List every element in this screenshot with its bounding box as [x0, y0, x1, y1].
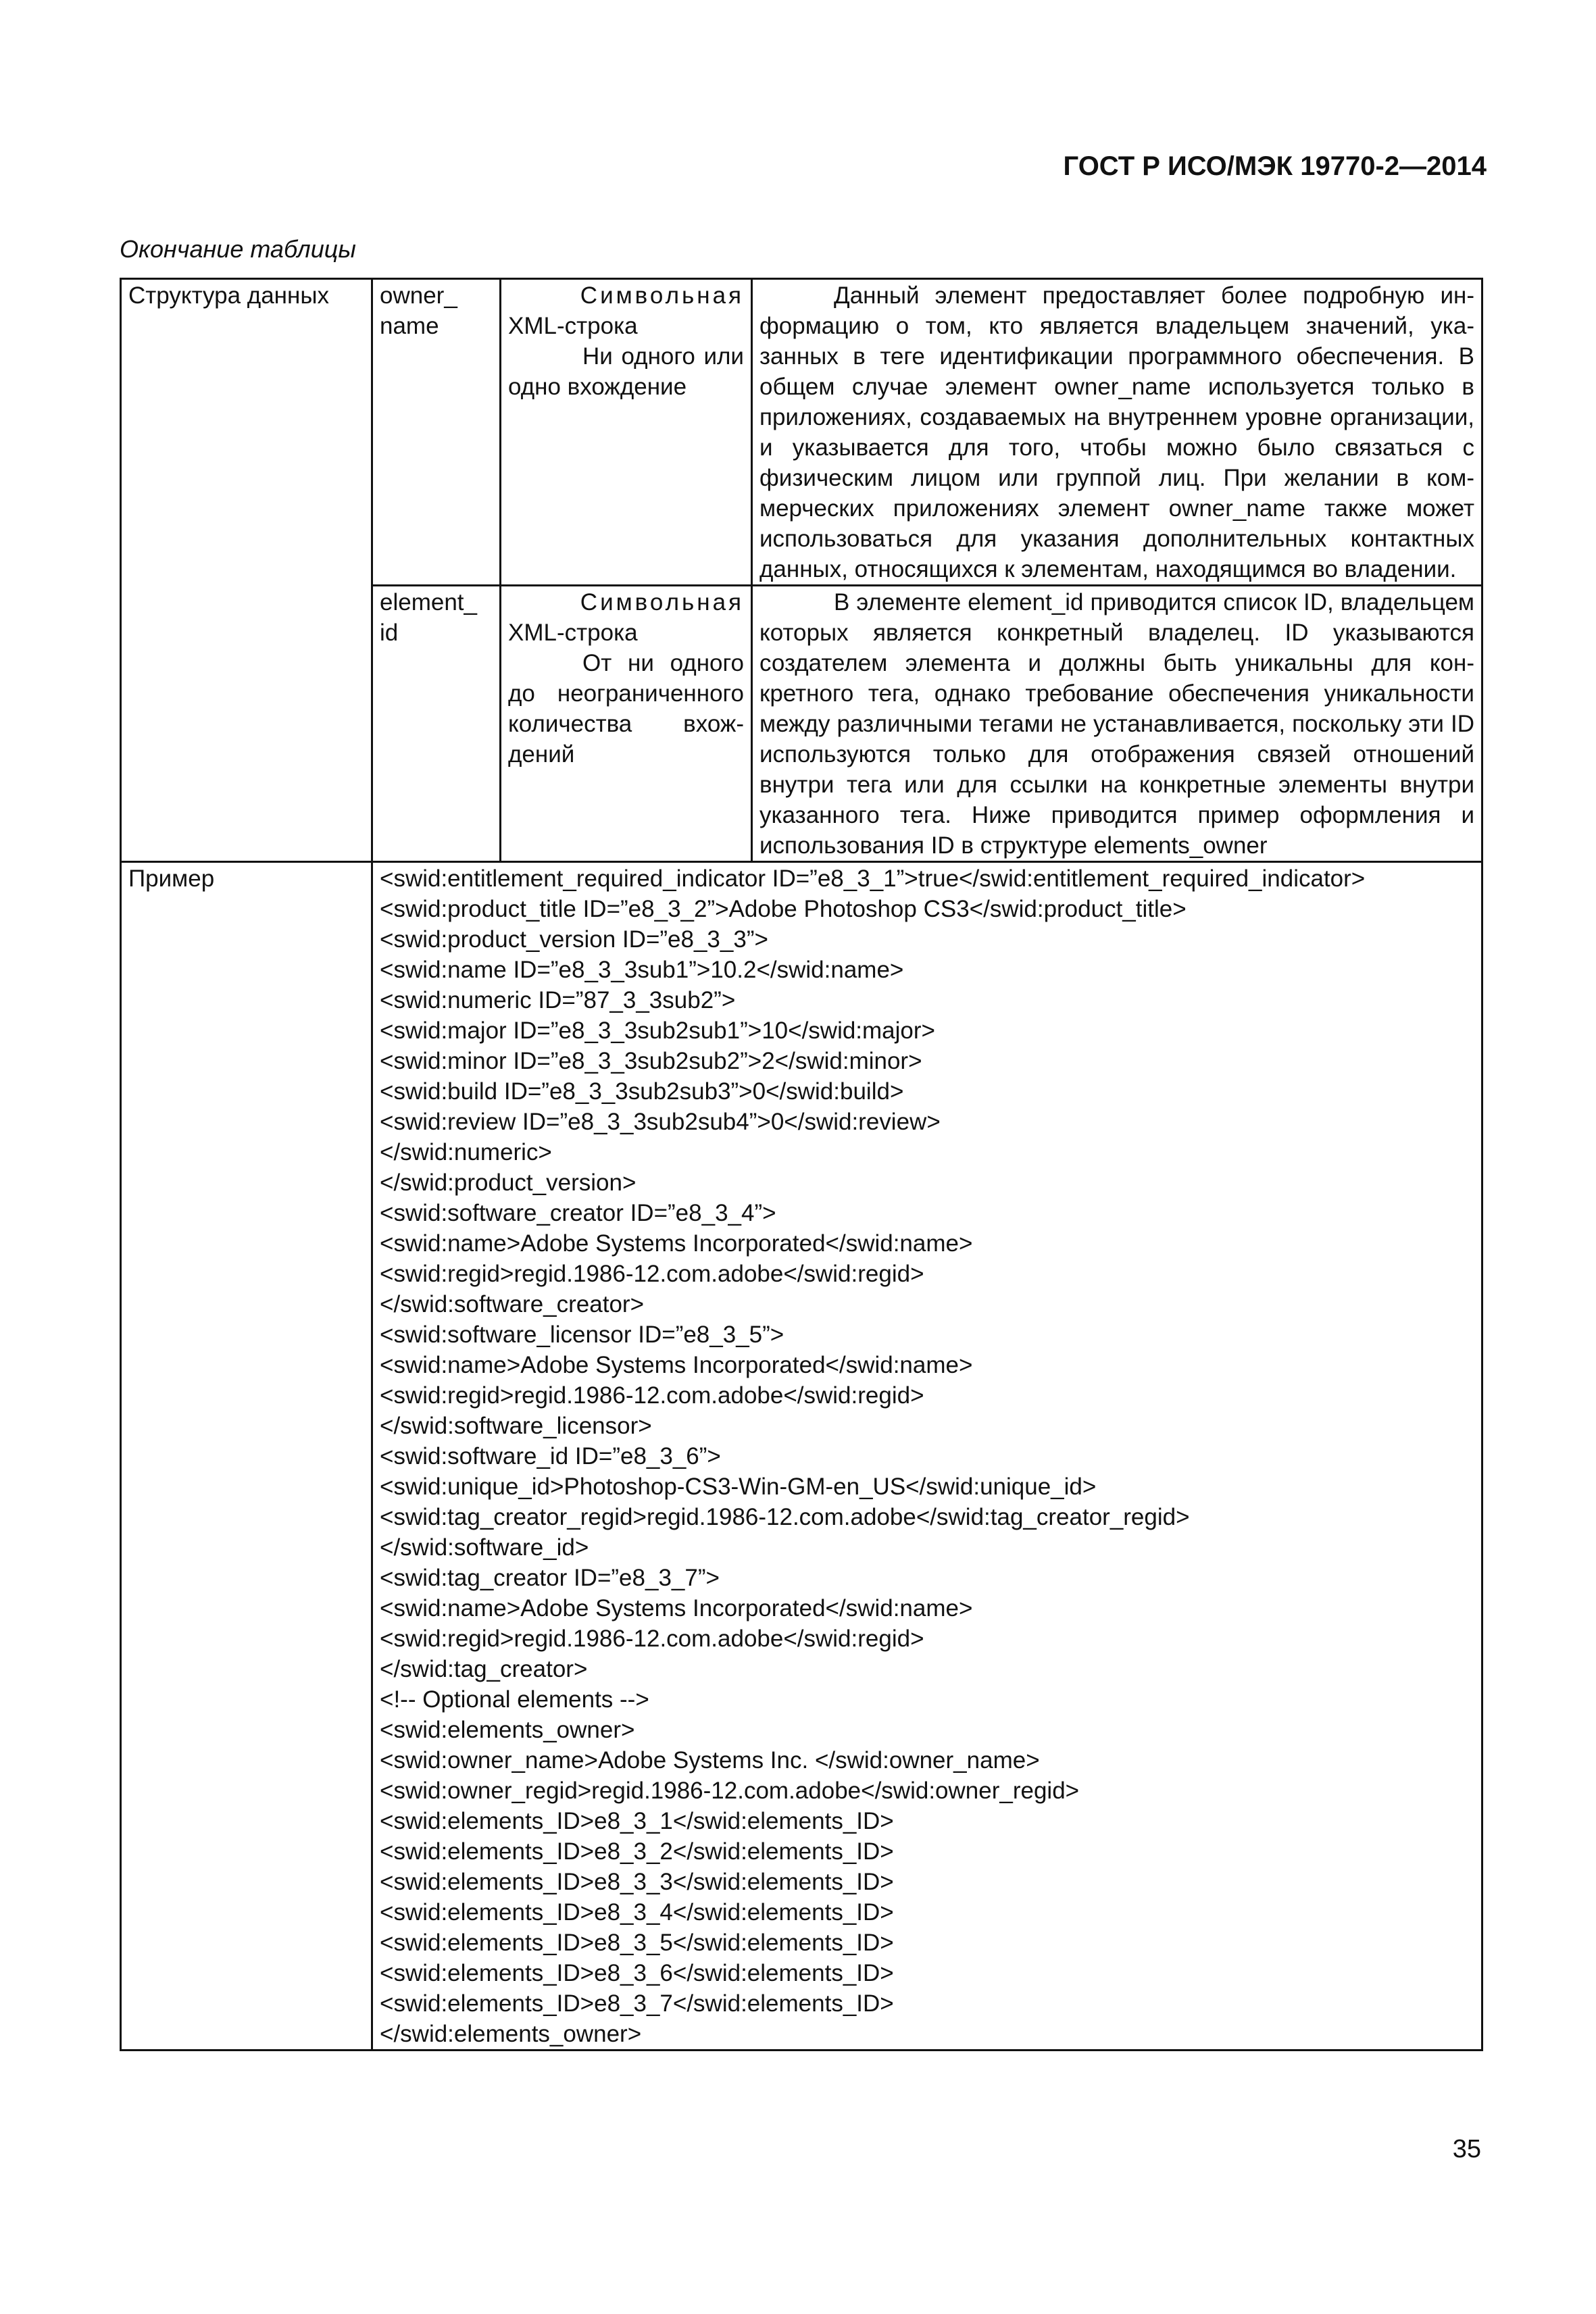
element-name-cell — [372, 279, 501, 586]
code-line: <swid:tag_creator_regid>regid.1986-12.com.adobe</swid:tag_creator_regid> — [380, 1504, 1190, 1530]
section-label-cell — [121, 279, 372, 862]
code-line: <swid:name ID=”e8_3_3sub1”>10.2</swid:name> — [380, 957, 904, 983]
element-name: owner_ name — [380, 282, 457, 339]
table-caption: Окончание таблицы — [120, 235, 356, 263]
data-structure-table — [120, 278, 1483, 2051]
element-name-cell — [372, 586, 501, 862]
cardinality: От ни одного до неограниченного количества вхождений — [508, 650, 744, 768]
code-line: <swid:software_licensor ID=”e8_3_5”> — [380, 1322, 784, 1348]
type-label: Символьная — [580, 282, 744, 309]
code-line: <swid:review ID=”e8_3_3sub2sub4”>0</swid:review> — [380, 1109, 941, 1135]
code-line: <swid:minor ID=”e8_3_3sub2sub2”>2</swid:minor> — [380, 1048, 922, 1074]
example-label: Пример — [128, 865, 215, 892]
example-code-block — [372, 862, 1482, 2051]
type-label: Символьная — [580, 589, 744, 615]
code-line: <swid:elements_ID>e8_3_4</swid:elements_ID> — [380, 1899, 894, 1926]
code-line: </swid:elements_owner> — [380, 2021, 642, 2047]
description-cell — [752, 279, 1482, 586]
type-format: XML-строка — [508, 620, 638, 646]
description-cell — [752, 586, 1482, 862]
code-line: </swid:numeric> — [380, 1139, 552, 1165]
code-line: </swid:software_id> — [380, 1534, 589, 1561]
code-line: <swid:elements_owner> — [380, 1717, 635, 1743]
page-number: 35 — [1452, 2135, 1481, 2163]
code-line: <swid:elements_ID>e8_3_3</swid:elements_ID> — [380, 1869, 894, 1895]
code-line: <swid:entitlement_required_indicator ID=”e8_3_1”>true</swid:entitlement_required_indicator> — [380, 865, 1366, 892]
code-line: <swid:regid>regid.1986-12.com.adobe</swid:regid> — [380, 1382, 924, 1409]
code-line: <swid:elements_ID>e8_3_2</swid:elements_ID> — [380, 1838, 894, 1865]
section-label: Структура данных — [128, 282, 329, 309]
code-line: <swid:product_title ID=”e8_3_2”>Adobe Photoshop CS3</swid:product_title> — [380, 896, 1187, 922]
description: Данный элемент предоставляет более подробную информацию о том, кто является владельцем значений, указанных в теге идентификации программного обеспечения. В общем случае элемент owner_name используется только в приложениях, создаваемых на внутреннем уровне организации, и указывается для того, чтобы можно было связаться с физическим лицом или группой лиц. При желании в коммерческих приложениях элемент owner_name также может использоваться для указания дополнительных контактных данных, относящихся к элементам, находящимся во владении. — [759, 282, 1474, 582]
code-line: <swid:numeric ID=”87_3_3sub2”> — [380, 987, 736, 1013]
cardinality: Ни одного или одно вхождение — [508, 343, 744, 400]
table-row — [121, 279, 1482, 586]
code-line: <swid:owner_regid>regid.1986-12.com.adobe</swid:owner_regid> — [380, 1778, 1080, 1804]
code-line: </swid:tag_creator> — [380, 1656, 588, 1682]
element-name: element_ id — [380, 589, 477, 646]
code-line: <swid:name>Adobe Systems Incorporated</swid:name> — [380, 1230, 973, 1257]
code-line: </swid:software_creator> — [380, 1291, 645, 1317]
code-line: <swid:major ID=”e8_3_3sub2sub1”>10</swid:major> — [380, 1017, 935, 1044]
code-line: <swid:product_version ID=”e8_3_3”> — [380, 926, 768, 953]
code-line: <swid:regid>regid.1986-12.com.adobe</swid:regid> — [380, 1261, 924, 1287]
document-header: ГОСТ Р ИСО/МЭК 19770-2—2014 — [1063, 151, 1487, 181]
code-line: <swid:build ID=”e8_3_3sub2sub3”>0</swid:build> — [380, 1078, 904, 1105]
example-label-cell — [121, 862, 372, 2051]
type-cell — [501, 279, 752, 586]
code-line: <swid:regid>regid.1986-12.com.adobe</swid:regid> — [380, 1626, 924, 1652]
code-line: <swid:unique_id>Photoshop-CS3-Win-GM-en_US</swid:unique_id> — [380, 1474, 1097, 1500]
code-line: <swid:elements_ID>e8_3_6</swid:elements_ID> — [380, 1960, 894, 1986]
type-format: XML-строка — [508, 313, 638, 339]
code-line: </swid:software_licensor> — [380, 1413, 652, 1439]
code-line: <swid:software_id ID=”e8_3_6”> — [380, 1443, 721, 1469]
code-line: <swid:name>Adobe Systems Incorporated</swid:name> — [380, 1595, 973, 1621]
code-line: <swid:owner_name>Adobe Systems Inc. </swid:owner_name> — [380, 1747, 1040, 1774]
type-cell — [501, 586, 752, 862]
example-row — [121, 862, 1482, 2051]
code-line: <swid:software_creator ID=”e8_3_4”> — [380, 1200, 776, 1226]
code-line: <swid:tag_creator ID=”e8_3_7”> — [380, 1565, 720, 1591]
code-line: <swid:elements_ID>e8_3_7</swid:elements_ID> — [380, 1990, 894, 2017]
code-line: <!-- Optional elements --> — [380, 1686, 649, 1713]
code-line: <swid:elements_ID>e8_3_5</swid:elements_ID> — [380, 1930, 894, 1956]
code-line: </swid:product_version> — [380, 1169, 637, 1196]
description: В элементе element_id приводится список ID, владельцем которых является конкретный владелец. ID указываются создателем элемента и должны быть уникальны для конкретного тега, однако требование обеспечения уникальности между различными тегами не устанавливается, поскольку эти ID используются только для отображения связей отношений внутри тега или для ссылки на конкретные элементы внутри указанного тега. Ниже приводится пример оформления и использования ID в структуре elements_owner — [759, 589, 1474, 859]
code-line: <swid:name>Adobe Systems Incorporated</swid:name> — [380, 1352, 973, 1378]
code-line: <swid:elements_ID>e8_3_1</swid:elements_ID> — [380, 1808, 894, 1834]
